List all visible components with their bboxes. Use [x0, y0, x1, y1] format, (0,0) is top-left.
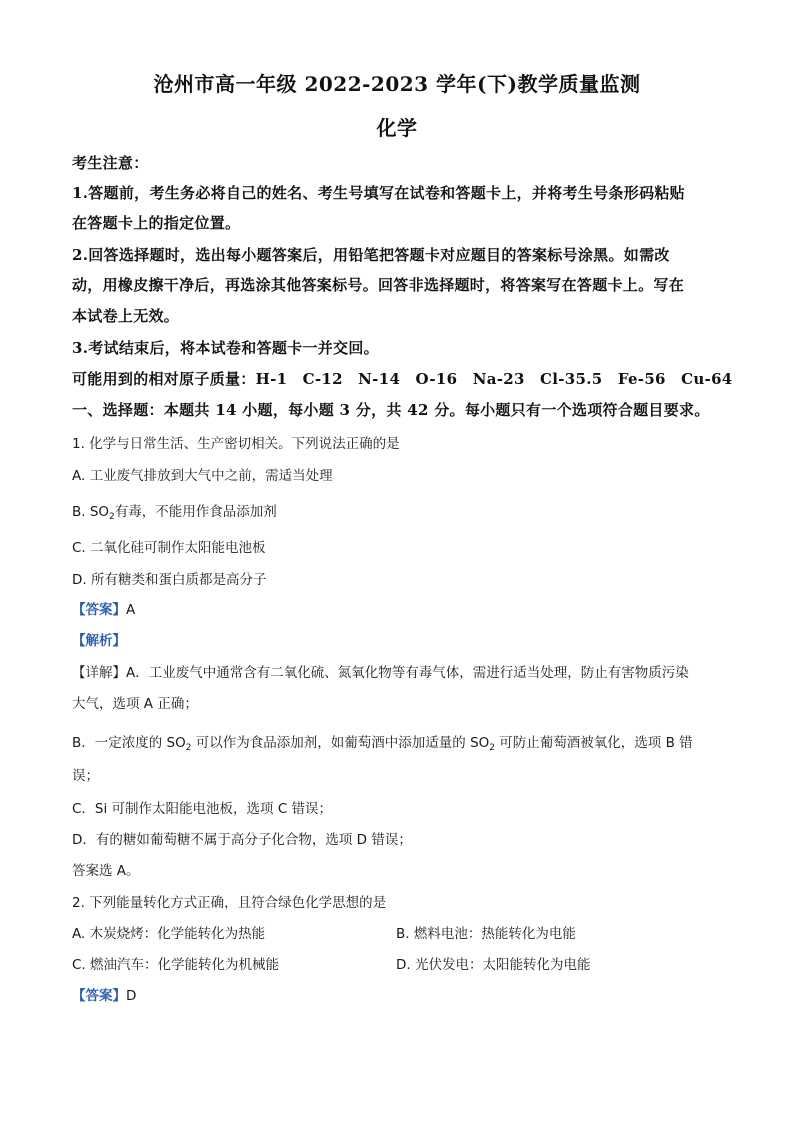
- detail-b-subscript-2: 2: [489, 743, 495, 753]
- q1-option-a: A. 工业废气排放到大气中之前，需适当处理: [72, 468, 333, 484]
- q2-option-b: B. 燃料电池：热能转化为电能: [396, 926, 576, 942]
- q2-option-a: A. 木炭烧烤：化学能转化为热能: [72, 926, 266, 942]
- notice-item-1-line-1: 1.答题前，考生务必将自己的姓名、考生号填写在试卷和答题卡上，并将考生号条形码粘贴: [72, 184, 685, 202]
- notice-item-3: 3.考试结束后，将本试卷和答题卡一并交回。: [72, 339, 379, 357]
- q1-option-b-subscript: 2: [109, 512, 115, 522]
- q2-answer: [72, 984, 732, 1004]
- answer-tag: 【答案】: [72, 602, 126, 618]
- notice-heading: 考生注意：: [72, 154, 149, 172]
- answer-value: A: [126, 602, 136, 618]
- atomic-masses: 可能用到的相对原子质量：H-1 C-12 N-14 O-16 Na-23 Cl-35.5 Fe-56 Cu-64: [72, 370, 733, 388]
- q1-analysis: [72, 629, 732, 649]
- detail-a-text: A．工业废气中通常含有二氧化硫、氮氧化物等有毒气体，需进行适当处理，防止有害物质污染: [126, 665, 689, 681]
- detail-b-subscript-1: 2: [185, 743, 192, 753]
- q1-conclusion: 答案选 A。: [72, 863, 140, 879]
- q1-detail-b-line-1: [72, 731, 732, 751]
- analysis-tag: 【解析】: [72, 633, 126, 649]
- q1-detail-b-line-2: 误；: [72, 768, 99, 784]
- notice-item-2-line-1: 2.回答选择题时，选出每小题答案后，用铅笔把答题卡对应题目的答案标号涂黑。如需改: [72, 246, 670, 264]
- q2-option-c: C. 燃油汽车：化学能转化为机械能: [72, 957, 280, 973]
- detail-b-part-2: 可以作为食品添加剂，如葡萄酒中添加适量的 SO: [191, 735, 490, 751]
- q1-option-b: [72, 500, 732, 520]
- notice-item-2-line-2: 动，用橡皮擦干净后，再选涂其他答案标号。回答非选择题时，将答案写在答题卡上。写在: [72, 276, 685, 294]
- section-1-heading: 一、选择题：本题共 14 小题，每小题 3 分，共 42 分。每小题只有一个选项符合题目要求。: [72, 401, 710, 419]
- q1-option-b-suffix: 有毒，不能用作食品添加剂: [114, 504, 277, 520]
- q1-stem: 1. 化学与日常生活、生产密切相关。下列说法正确的是: [72, 436, 400, 452]
- q1-option-b-prefix: B. SO: [72, 504, 110, 520]
- q1-detail-a-line-1: [72, 661, 732, 681]
- q1-option-c: C. 二氧化硅可制作太阳能电池板: [72, 540, 266, 556]
- q1-answer: [72, 598, 732, 618]
- exam-title: 沧州市高一年级 2022-2023 学年(下)教学质量监测: [153, 72, 641, 96]
- q1-detail-d: D．有的糖如葡萄糖不属于高分子化合物，选项 D 错误；: [72, 832, 412, 848]
- answer-tag: 【答案】: [72, 988, 126, 1004]
- detail-b-part-3: 可防止葡萄酒被氧化，选项 B 错: [495, 735, 693, 751]
- q2-option-d: D. 光伏发电：太阳能转化为电能: [396, 957, 591, 973]
- notice-item-2-line-3: 本试卷上无效。: [72, 307, 180, 325]
- q1-detail-a-line-2: 大气，选项 A 正确；: [72, 696, 198, 712]
- q1-detail-c: C．Si 可制作太阳能电池板，选项 C 错误；: [72, 801, 333, 817]
- answer-value: D: [126, 988, 137, 1004]
- subject-title: 化学: [376, 116, 418, 140]
- detail-b-part-1: B．一定浓度的 SO: [72, 735, 186, 751]
- notice-item-1-line-2: 在答题卡上的指定位置。: [72, 214, 241, 232]
- q1-option-d: D. 所有糖类和蛋白质都是高分子: [72, 572, 267, 588]
- q2-stem: 2. 下列能量转化方式正确，且符合绿色化学思想的是: [72, 895, 387, 911]
- detail-tag: 【详解】: [72, 665, 126, 681]
